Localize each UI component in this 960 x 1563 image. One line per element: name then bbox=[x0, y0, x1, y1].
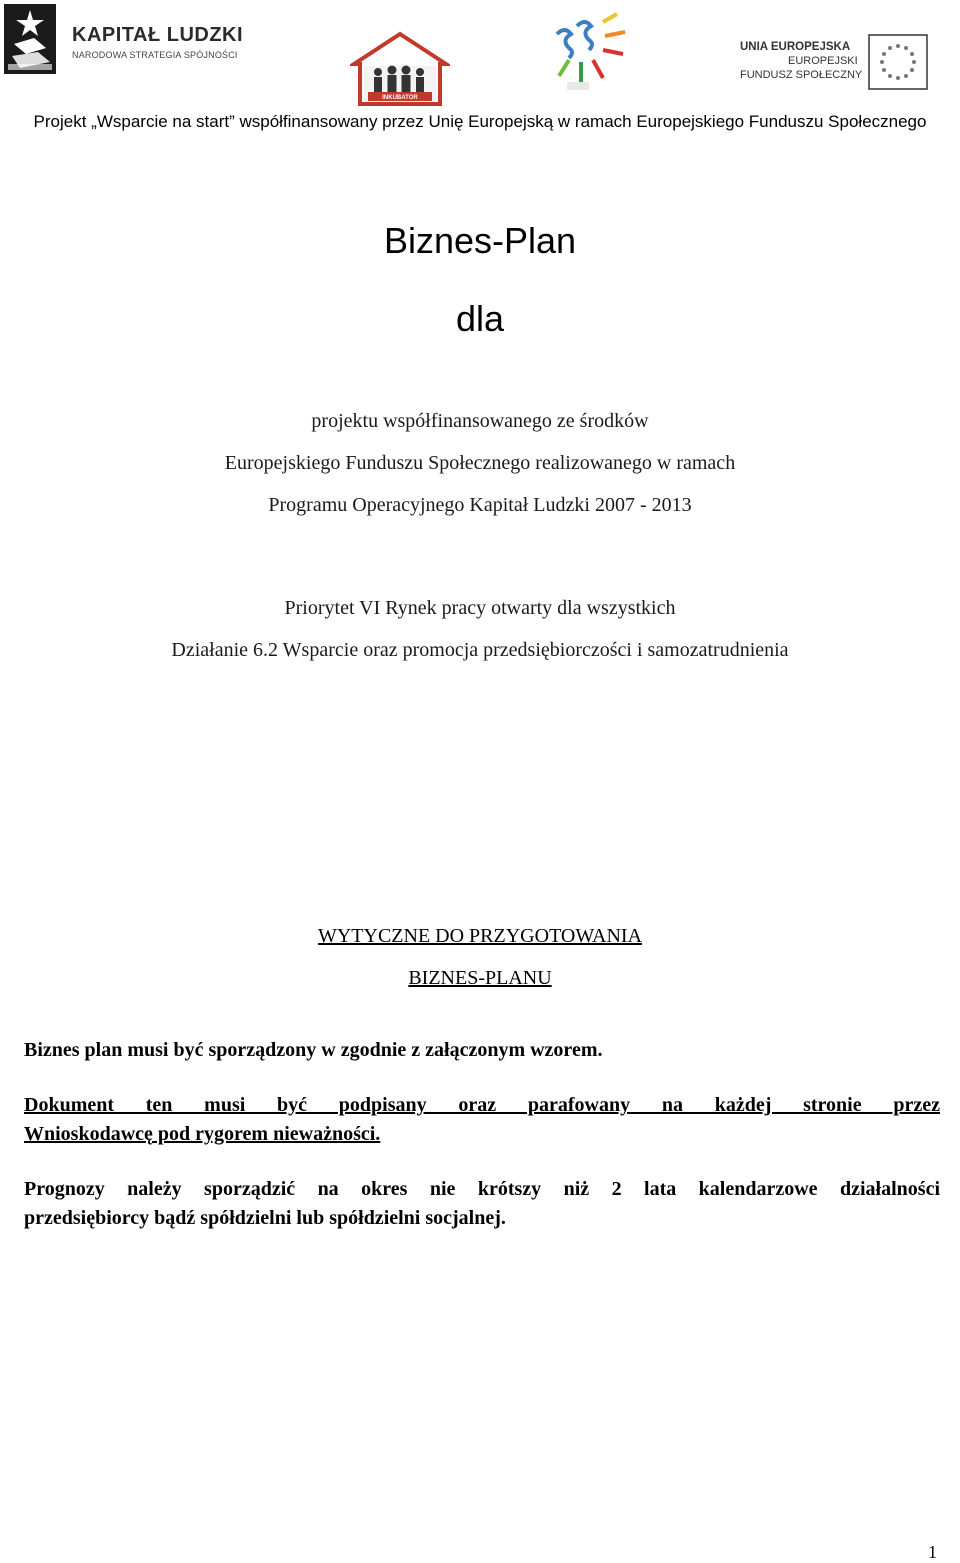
eu-logo-line2: EUROPEJSKI bbox=[788, 55, 858, 67]
action-line: Działanie 6.2 Wsparcie oraz promocja przedsiębiorczości i samozatrudnienia bbox=[171, 639, 789, 661]
page-number: 1 bbox=[928, 1542, 937, 1562]
kapital-ludzki-title: KAPITAŁ LUDZKI bbox=[72, 24, 244, 46]
kapital-ludzki-subtitle: NARODOWA STRATEGIA SPÓJNOŚCI bbox=[72, 50, 238, 60]
inkubator-house-icon bbox=[350, 30, 450, 108]
project-header-line: Projekt „Wsparcie na start” współfinansowany przez Unię Europejską w ramach Europejskiego Funduszu Społecznego bbox=[33, 112, 927, 131]
program-line-2: Europejskiego Funduszu Społecznego realizowanego w ramach bbox=[224, 452, 736, 474]
eu-logo-line1: UNIA EUROPEJSKA bbox=[740, 41, 851, 53]
inkubator-label: INKUBATOR bbox=[382, 95, 418, 101]
guidelines-paragraph-2-line-2: Wnioskodawcę pod rygorem nieważności. bbox=[24, 1123, 381, 1145]
kapital-ludzki-logo bbox=[4, 4, 244, 76]
header-logos bbox=[0, 0, 960, 108]
guidelines-paragraph-3-line-2: przedsiębiorcy bądź spółdzielni lub spółdzielni socjalnej. bbox=[24, 1207, 506, 1229]
guidelines-heading-2: BIZNES-PLANU bbox=[408, 967, 552, 989]
program-line-1: projektu współfinansowanego ze środków bbox=[311, 410, 649, 432]
eu-logo-text bbox=[740, 40, 862, 82]
sss-colorful-icon bbox=[545, 4, 635, 94]
inkubator-logo bbox=[350, 30, 450, 108]
kapital-ludzki-emblem-icon bbox=[4, 4, 56, 74]
priority-line: Priorytet VI Rynek pracy otwarty dla wszystkich bbox=[284, 597, 676, 619]
eu-logo bbox=[740, 30, 956, 96]
sss-logo bbox=[545, 4, 635, 94]
guidelines-paragraph-3-line-1: Prognozy należy sporządzić na okres nie krótszy niż 2 lata kalendarzowe działalności bbox=[24, 1178, 940, 1200]
page-title: Biznes-Plan bbox=[383, 220, 577, 261]
guidelines-paragraph-2-line-1: Dokument ten musi być podpisany oraz parafowany na każdej stronie przez bbox=[24, 1094, 940, 1116]
guidelines-paragraph-1: Biznes plan musi być sporządzony w zgodnie z załączonym wzorem. bbox=[24, 1039, 603, 1061]
guidelines-heading-1: WYTYCZNE DO PRZYGOTOWANIA bbox=[317, 925, 643, 947]
program-line-3: Programu Operacyjnego Kapitał Ludzki 2007 - 2013 bbox=[268, 494, 692, 516]
eu-flag-icon bbox=[868, 34, 928, 90]
page-subtitle: dla bbox=[455, 298, 505, 339]
eu-logo-line3: FUNDUSZ SPOŁECZNY bbox=[740, 69, 863, 81]
